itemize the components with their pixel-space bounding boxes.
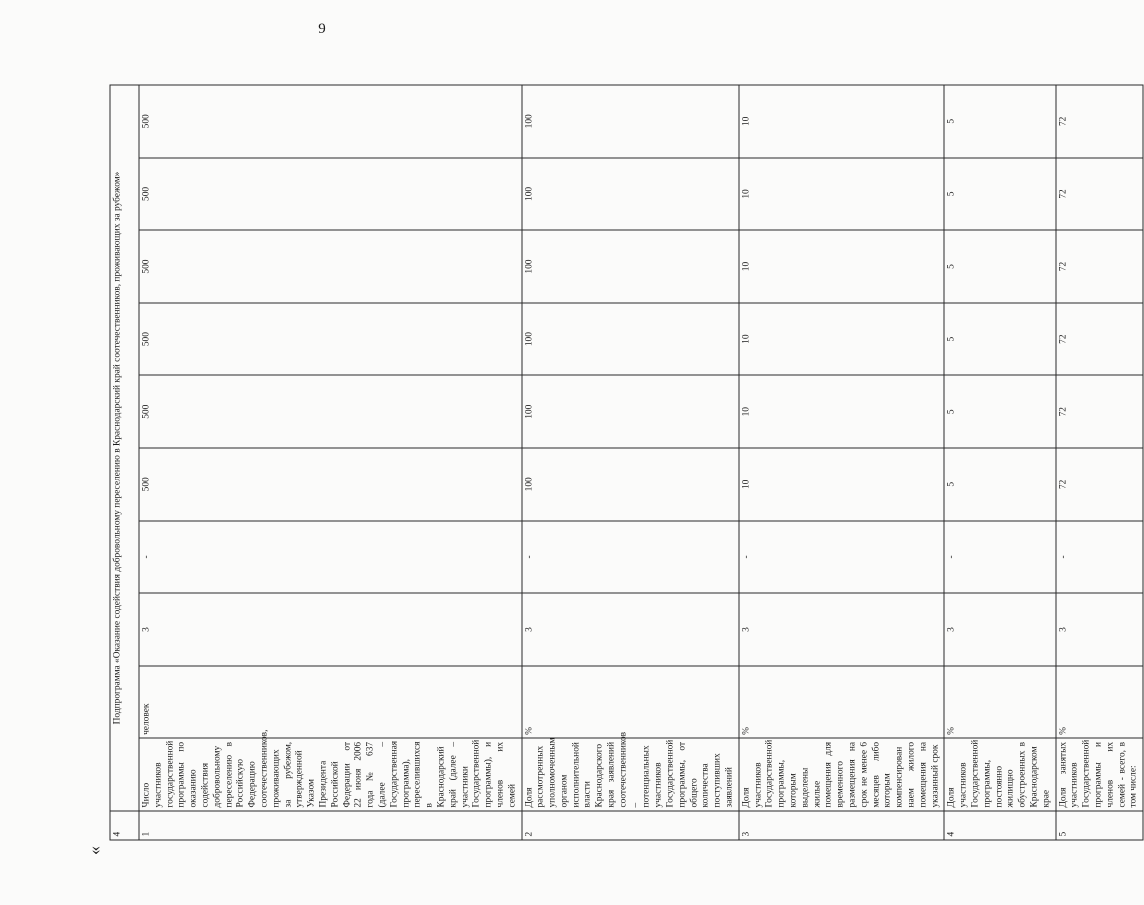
year-value-6: 72: [1056, 85, 1144, 158]
status-value: 3: [522, 593, 739, 666]
year-value-5: 100: [522, 158, 739, 231]
status-value: 3: [1056, 593, 1144, 666]
base-value: -: [1056, 521, 1144, 594]
table-row: [1056, 85, 1144, 840]
year-value-3: 10: [739, 303, 945, 376]
page-number: 9: [318, 21, 326, 37]
indicator-name: Доля занятых участников Государственной программы и членов их семей - всего, в том числе:: [1056, 738, 1144, 811]
status-value: 3: [739, 593, 945, 666]
row-number: 4: [944, 811, 1055, 840]
year-value-2: 72: [1056, 375, 1144, 448]
table-row: [522, 85, 739, 840]
year-value-6: 10: [739, 85, 945, 158]
indicator-name: Доля рассмотренных уполномоченным органом исполнительной власти Краснодарского края заявлений соотечественников – потенциальных участников Государственной программы, от общего количества поступивших заявлений: [522, 738, 739, 811]
year-value-6: 5: [944, 85, 1055, 158]
indicator-name: Число участников государственной программы по оказанию содействия добровольному переселению в Российскую Федерацию соотечественников, проживающих за рубежом, утвержденной Указом Президента Российской Федерации от 22 июня 2006 года № 637 (далее – Государственная программа), переселившихся в Краснодарский край (далее – участники Государственной программы), и членов их семей: [139, 738, 522, 811]
base-value: -: [739, 521, 945, 594]
unit-of-measure: %: [739, 666, 945, 739]
year-value-1: 10: [739, 448, 945, 521]
indicator-name: Доля участников Государственной программы, постоянно жилищно обустроенных в Краснодарском крае: [944, 738, 1055, 811]
row-number: 1: [139, 811, 522, 840]
row-number: 5: [1056, 811, 1144, 840]
indicators-table: [110, 85, 1144, 841]
year-value-4: 5: [944, 230, 1055, 303]
base-value: -: [139, 521, 522, 594]
year-value-5: 10: [739, 158, 945, 231]
opening-quote-mark: «: [84, 846, 104, 855]
base-value: -: [522, 521, 739, 594]
year-value-2: 100: [522, 375, 739, 448]
base-value: -: [944, 521, 1055, 594]
year-value-3: 72: [1056, 303, 1144, 376]
table-row: [139, 85, 522, 840]
section-number: 4: [110, 811, 139, 840]
table-row: [739, 85, 945, 840]
year-value-2: 5: [944, 375, 1055, 448]
year-value-2: 10: [739, 375, 945, 448]
year-value-4: 10: [739, 230, 945, 303]
subprogram-title: Подпрограмма «Оказание содействия добровольному переселению в Краснодарский край соотечественников, проживающих за рубежом»: [110, 85, 139, 811]
year-value-1: 5: [944, 448, 1055, 521]
unit-of-measure: %: [944, 666, 1055, 739]
year-value-5: 500: [139, 158, 522, 231]
rotated-table-container: [110, 85, 1139, 841]
year-value-4: 500: [139, 230, 522, 303]
year-value-1: 500: [139, 448, 522, 521]
status-value: 3: [944, 593, 1055, 666]
year-value-4: 72: [1056, 230, 1144, 303]
year-value-2: 500: [139, 375, 522, 448]
table-row: [944, 85, 1055, 840]
year-value-5: 5: [944, 158, 1055, 231]
unit-of-measure: человек: [139, 666, 522, 739]
row-number: 2: [522, 811, 739, 840]
year-value-3: 500: [139, 303, 522, 376]
status-value: 3: [139, 593, 522, 666]
indicator-name: Доля участников Государственной программы, которым выделены жилые помещения для временного размещения на срок не менее 6 месяцев либо которым компенсирован наем жилого помещения на указанный срок: [739, 738, 945, 811]
row-number: 3: [739, 811, 945, 840]
year-value-1: 72: [1056, 448, 1144, 521]
year-value-6: 100: [522, 85, 739, 158]
year-value-1: 100: [522, 448, 739, 521]
year-value-3: 100: [522, 303, 739, 376]
year-value-3: 5: [944, 303, 1055, 376]
unit-of-measure: %: [1056, 666, 1144, 739]
section-header-row: [110, 85, 139, 840]
year-value-5: 72: [1056, 158, 1144, 231]
year-value-6: 500: [139, 85, 522, 158]
year-value-4: 100: [522, 230, 739, 303]
unit-of-measure: %: [522, 666, 739, 739]
